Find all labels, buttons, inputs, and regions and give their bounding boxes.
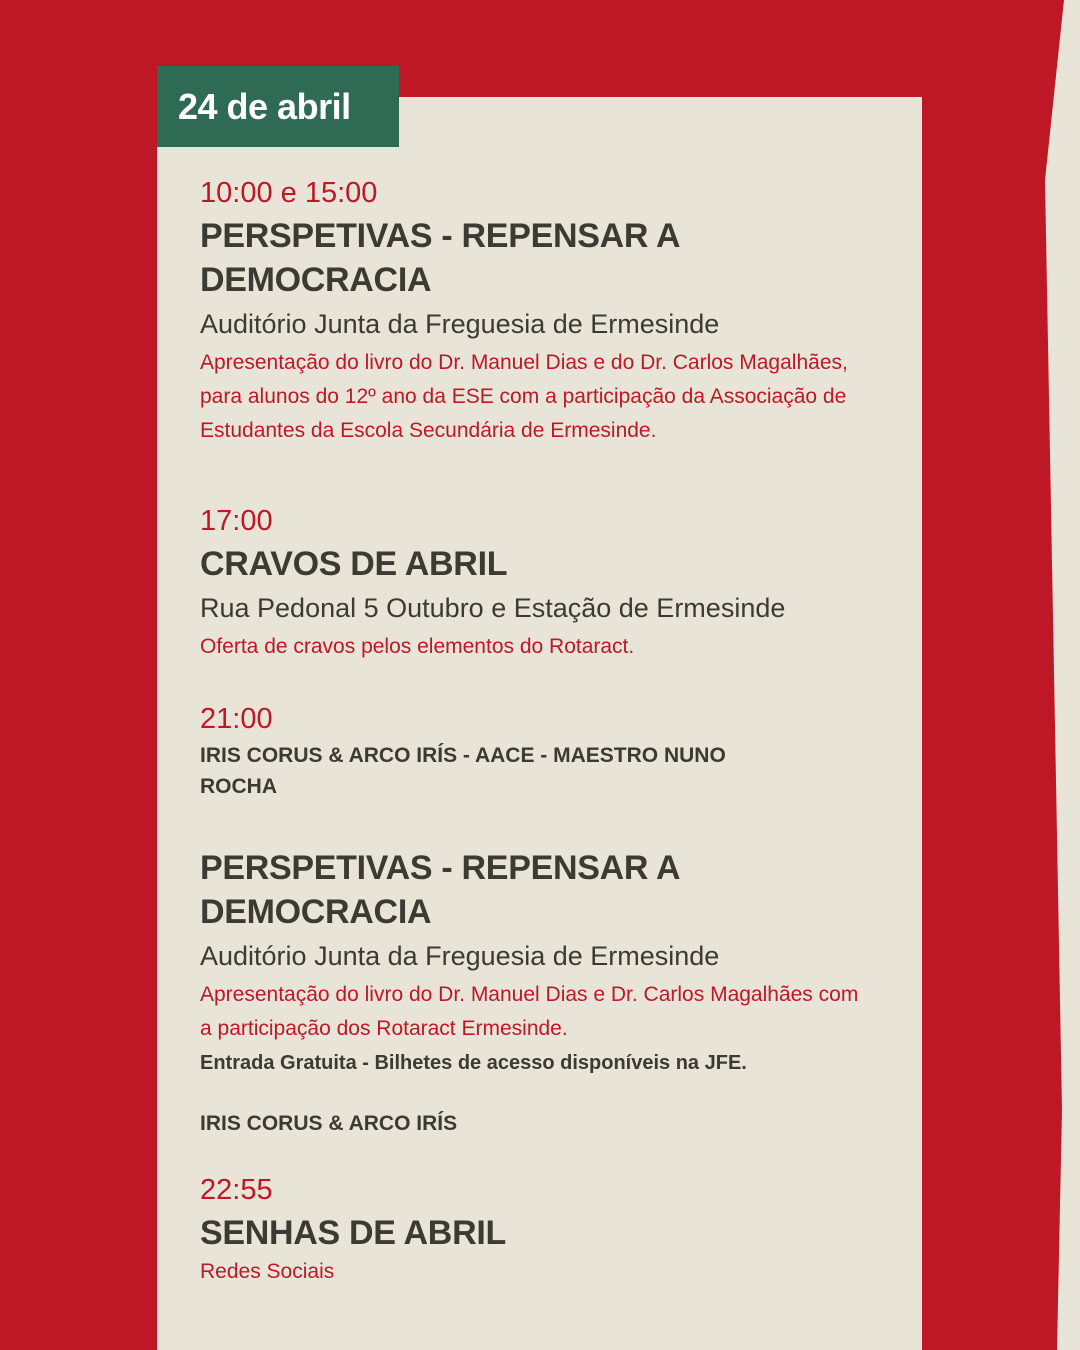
event-performer-secondary: IRIS CORUS & ARCO IRÍS <box>200 1112 458 1135</box>
event-title: PERSPETIVAS - REPENSAR A DEMOCRACIA <box>200 849 679 931</box>
event-1 <box>200 172 890 448</box>
event-note: Entrada Gratuita - Bilhetes de acesso disponíveis na JFE. <box>200 1052 747 1074</box>
date-badge: 24 de abril <box>157 66 399 147</box>
event-description: Redes Sociais <box>200 1260 335 1283</box>
event-title: PERSPETIVAS - REPENSAR A DEMOCRACIA <box>200 217 679 299</box>
event-3 <box>200 698 890 1139</box>
event-place: Auditório Junta da Freguesia de Ermesinde <box>200 309 720 339</box>
event-4 <box>200 1169 890 1289</box>
event-description: Oferta de cravos pelos elementos do Rotaract. <box>200 635 635 658</box>
event-time: 17:00 <box>200 505 273 537</box>
event-performer: IRIS CORUS & ARCO IRÍS - AACE - MAESTRO NUNO ROCHA <box>200 744 726 798</box>
event-2 <box>200 500 890 664</box>
event-description: Apresentação do livro do Dr. Manuel Dias e do Dr. Carlos Magalhães, para alunos do 12º ano da ESE com a participação da Associação de Estudantes da Escola Secundária de Ermesinde. <box>200 351 848 442</box>
event-time: 22:55 <box>200 1174 273 1206</box>
event-time: 21:00 <box>200 703 273 735</box>
event-description: Apresentação do livro do Dr. Manuel Dias e Dr. Carlos Magalhães com a participação dos Rotaract Ermesinde. <box>200 983 859 1040</box>
event-place: Rua Pedonal 5 Outubro e Estação de Ermesinde <box>200 593 786 623</box>
schedule-content <box>200 172 890 1289</box>
event-title: CRAVOS DE ABRIL <box>200 545 508 583</box>
event-place: Auditório Junta da Freguesia de Ermesinde <box>200 941 720 971</box>
event-title: SENHAS DE ABRIL <box>200 1214 506 1252</box>
event-time: 10:00 e 15:00 <box>200 177 378 209</box>
